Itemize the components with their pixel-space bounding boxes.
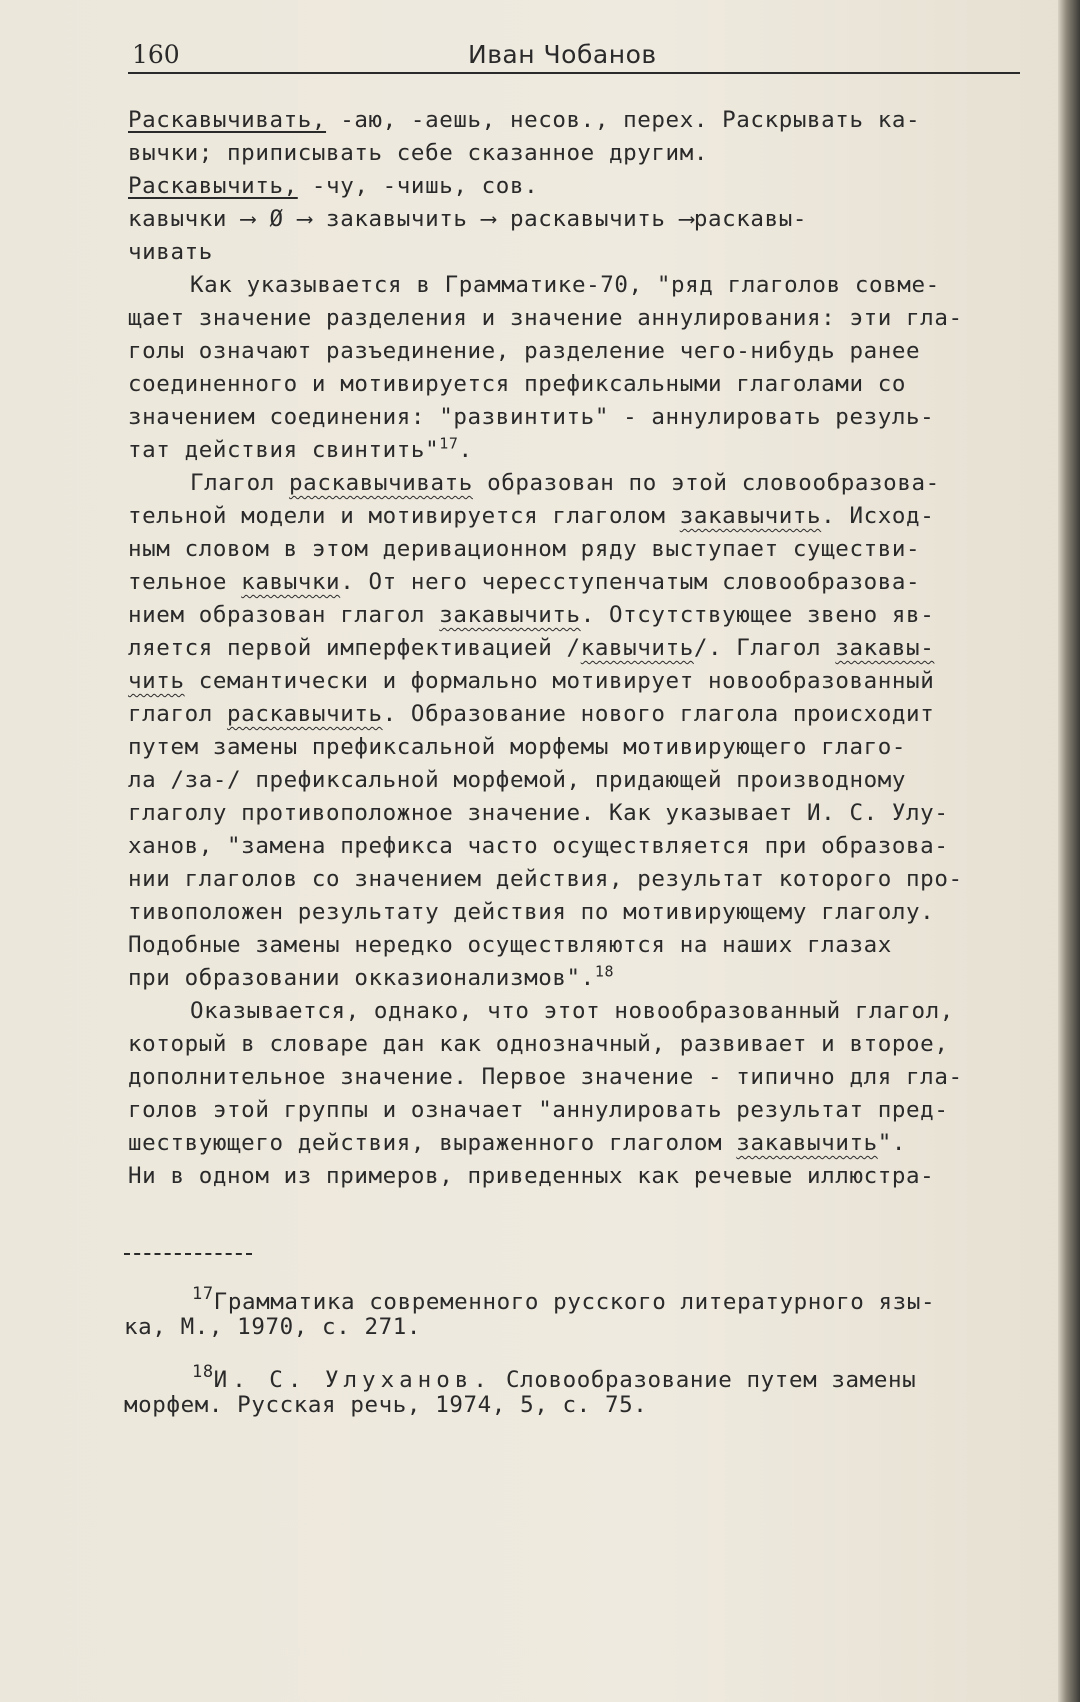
paragraph-line: который в словаре дан как однозначный, развивает и второе, bbox=[128, 1031, 949, 1057]
entry-line: Раскавычить, -чу, -чишь, сов. bbox=[128, 173, 539, 199]
paragraph-line: путем замены префиксальной морфемы мотивирующего глаго- bbox=[128, 734, 907, 760]
footnote-author: И. С. Улуханов. bbox=[213, 1367, 492, 1393]
paragraph-line: ханов, "замена префикса часто осуществляется при образова- bbox=[128, 833, 949, 859]
paragraph-line: Оказывается, однако, что этот новообразованный глагол, bbox=[190, 998, 954, 1024]
footnote-17-cont: ка, М., 1970, с. 271. bbox=[124, 1314, 422, 1340]
paragraph-line: тат действия свинтить"$^{17}$. bbox=[128, 434, 473, 463]
entry-line: Раскавычивать, -аю, -аешь, несов., перех. Раскрывать ка- bbox=[128, 107, 921, 133]
page-body bbox=[128, 104, 1028, 1193]
derivation-chain-end: чивать bbox=[128, 239, 213, 265]
page-edge-shadow bbox=[1058, 0, 1080, 1702]
paragraph-line: Как указывается в Грамматике-70, "ряд глаголов совме- bbox=[190, 272, 940, 298]
headword: Раскавычивать, bbox=[128, 107, 327, 133]
term: чить bbox=[128, 668, 185, 694]
footnote-ref: 17 bbox=[439, 434, 459, 453]
paragraph-line: глагол раскавычить. Образование нового глагола происходит bbox=[128, 701, 935, 727]
running-title: Иван Чобанов bbox=[468, 40, 657, 69]
term: кавычить bbox=[580, 635, 694, 661]
term: раскавычивать bbox=[289, 470, 473, 496]
term: закавычить bbox=[679, 503, 822, 529]
paragraph-line: нии глаголов со значением действия, результат которого про- bbox=[128, 866, 963, 892]
footnote-number: 17 bbox=[192, 1284, 214, 1304]
term: закавычить bbox=[439, 602, 581, 628]
paragraph-line: шествующего действия, выраженного глаголом закавычить". bbox=[128, 1130, 907, 1156]
paragraph-line: Глагол раскавычивать образован по этой словообразова- bbox=[190, 470, 940, 496]
paragraph-line: чить семантически и формально мотивирует новообразованный bbox=[128, 668, 935, 694]
paragraph-line: при образовании окказионализмов".$^{18}$ bbox=[128, 962, 615, 991]
paragraph-line: ла /за-/ префиксальной морфемой, придающей производному bbox=[128, 767, 907, 793]
paragraph-line: глаголу противоположное значение. Как указывает И. С. Улу- bbox=[128, 800, 949, 826]
page-header bbox=[128, 38, 1020, 74]
paragraph-line: значением соединения: "развинтить" - аннулировать резуль- bbox=[128, 404, 935, 430]
term: кавычки bbox=[241, 569, 341, 595]
paragraph-line: тельной модели и мотивируется глаголом закавычить. Исход- bbox=[128, 503, 935, 529]
paragraph-line: голы означают разъединение, разделение чего-нибудь ранее bbox=[128, 338, 921, 364]
footnote-ref: 18 bbox=[594, 962, 615, 981]
footnote-17: $^{17}$Грамматика современного русского литературного язы- bbox=[192, 1284, 936, 1315]
paragraph-line: дополнительное значение. Первое значение - типично для гла- bbox=[128, 1064, 963, 1090]
footnote-18: $^{18}$И. С. Улуханов. Словообразование путем замены bbox=[192, 1362, 917, 1393]
paragraph-line: нием образован глагол закавычить. Отсутствующее звено яв- bbox=[128, 602, 935, 628]
paragraph-line: голов этой группы и означает "аннулировать результат пред- bbox=[128, 1097, 949, 1123]
footnote-separator bbox=[124, 1253, 252, 1255]
paragraph-line: тельное кавычки. От него чересступенчатым словообразова- bbox=[128, 569, 921, 595]
paragraph-line: ным словом в этом деривационном ряду выступает существи- bbox=[128, 536, 921, 562]
term: раскавычить bbox=[227, 701, 383, 727]
paragraph-line: соединенного и мотивируется префиксальными глаголами со bbox=[128, 371, 907, 397]
page-number: 160 bbox=[132, 40, 180, 69]
footnote-number: 18 bbox=[192, 1362, 214, 1382]
paragraph-line: тивоположен результату действия по мотивирующему глаголу. bbox=[128, 899, 935, 925]
term: закавы- bbox=[835, 635, 935, 661]
paragraph-line: щает значение разделения и значение аннулирования: эти гла- bbox=[128, 305, 963, 331]
headword: Раскавычить, bbox=[128, 173, 298, 199]
paragraph-line: Подобные замены нередко осуществляются на наших глазах bbox=[128, 932, 892, 958]
term: закавычить bbox=[736, 1130, 878, 1156]
paragraph-line: ляется первой имперфективацией /кавычить/. Глагол закавы- bbox=[128, 635, 935, 661]
paragraph-line: Ни в одном из примеров, приведенных как речевые иллюстра- bbox=[128, 1163, 935, 1189]
footnote-18-cont: морфем. Русская речь, 1974, 5, с. 75. bbox=[124, 1392, 648, 1418]
entry-line: вычки; приписывать себе сказанное другим. bbox=[128, 140, 708, 166]
derivation-chain: кавычки ⟶ Ø ⟶ закавычить ⟶ раскавычить ⟶раскавы- bbox=[128, 206, 808, 232]
footnotes bbox=[124, 1278, 1024, 1422]
